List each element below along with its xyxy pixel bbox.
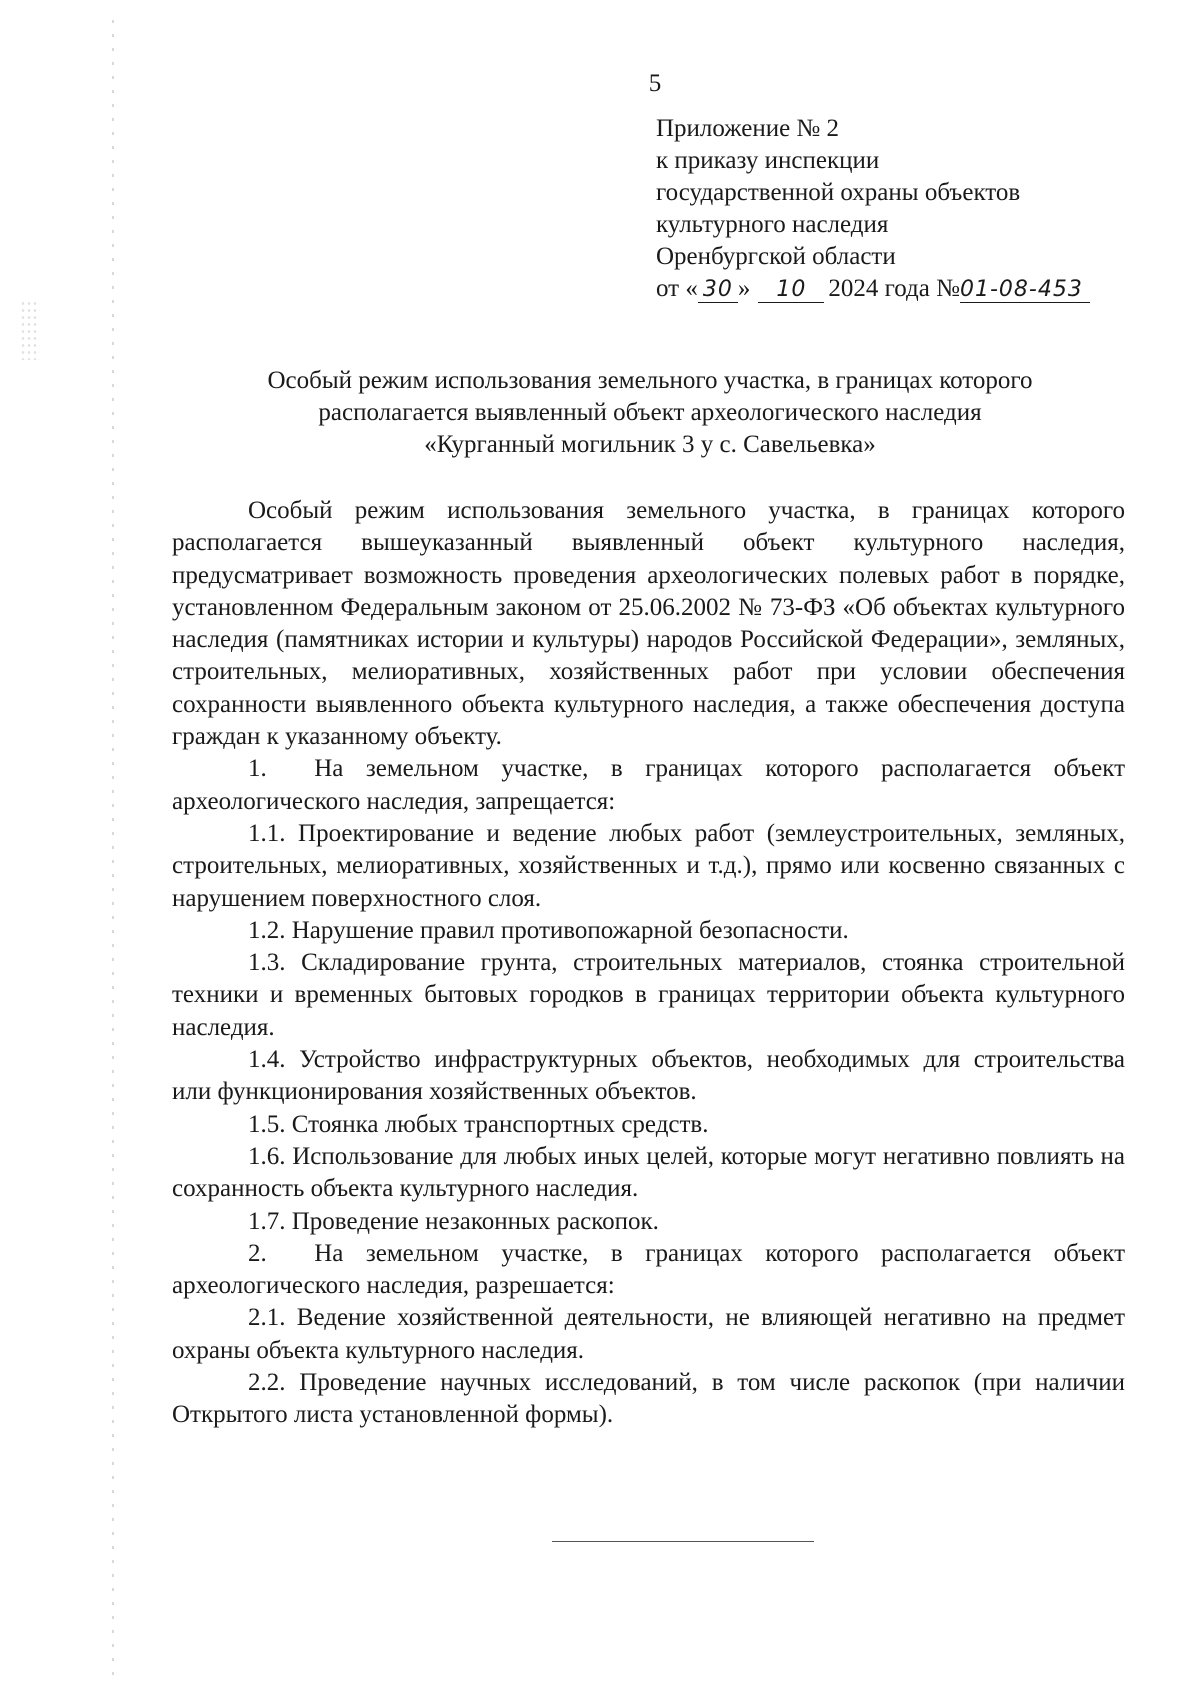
title-line: «Курганный могильник 3 у с. Савельевка» xyxy=(424,431,876,458)
clause-2-2: 2.2. Проведение научных исследований, в том числе раскопок (при наличии Открытого листа установленной формы). xyxy=(172,1369,1125,1429)
intro-paragraph: Особый режим использования земельного участка, в границах которого располагается вышеуказанный выявленный объект культурного наследия, предусматривает возможность проведения археологических полевых работ в порядке, установленном Федеральным законом от 25.06.2002 № 73-ФЗ «Об объектах культурного наследия (памятниках истории и культуры) народов Российской Федерации», земляных, строительных, мелиоративных, хозяйственных работ при условии обеспечения сохранности выявленного объекта культурного наследия, а также обеспечения доступа граждан к указанному объекту. xyxy=(172,497,1125,751)
clause-1-7: 1.7. Проведение незаконных раскопок. xyxy=(248,1207,659,1235)
clause-1-4: 1.4. Устройство инфраструктурных объектов, необходимых для строительства или функционирования хозяйственных объектов. xyxy=(172,1046,1125,1106)
clause-1-3: 1.3. Складирование грунта, строительных материалов, стоянка строительной техники и временных бытовых городков в границах территории объекта культурного наследия. xyxy=(172,949,1125,1041)
appendix-line: культурного наследия xyxy=(656,211,889,238)
title-line: располагается выявленный объект археологического наследия xyxy=(318,399,982,426)
date-year-text: 2024 года № xyxy=(828,275,960,302)
appendix-header xyxy=(656,113,1136,305)
clause-1-5: 1.5. Стоянка любых транспортных средств. xyxy=(248,1110,709,1138)
scan-noise-artifact xyxy=(20,300,40,360)
appendix-line: Оренбургской области xyxy=(656,243,896,270)
handwritten-day: 30 xyxy=(698,278,738,303)
date-mid: » xyxy=(737,275,751,302)
clause-1-2: 1.2. Нарушение правил противопожарной безопасности. xyxy=(248,916,849,944)
document-body xyxy=(172,495,1125,1432)
document-title xyxy=(150,365,1150,461)
clause-2-1: 2.1. Ведение хозяйственной деятельности, не влияющей негативно на предмет охраны объекта культурного наследия. xyxy=(172,1304,1125,1364)
clause-1-6: 1.6. Использование для любых иных целей, которые могут негативно повлиять на сохранность объекта культурного наследия. xyxy=(172,1142,1125,1203)
end-divider-line xyxy=(552,1541,814,1542)
scan-edge-artifact xyxy=(112,20,114,1680)
appendix-line: к приказу инспекции xyxy=(656,147,880,174)
clause-1: 1. На земельном участке, в границах которого располагается объект археологического наследия, запрещается: xyxy=(172,755,1125,815)
handwritten-order-number: 01-08-453 xyxy=(960,278,1090,303)
appendix-date-line xyxy=(656,273,1136,305)
page-number: 5 xyxy=(648,70,662,97)
appendix-line: государственной охраны объектов xyxy=(656,179,1021,206)
appendix-line: Приложение № 2 xyxy=(656,115,840,142)
title-line: Особый режим использования земельного участка, в границах которого xyxy=(267,367,1033,394)
date-prefix: от « xyxy=(656,275,698,302)
clause-1-1: 1.1. Проектирование и ведение любых работ (землеустроительных, земляных, строительных, мелиоративных, хозяйственных и т.д.), прямо или косвенно связанных с нарушением поверхностного слоя. xyxy=(172,819,1125,912)
clause-2: 2. На земельном участке, в границах которого располагается объект археологического наследия, разрешается: xyxy=(172,1239,1125,1300)
handwritten-month: 10 xyxy=(758,278,824,303)
